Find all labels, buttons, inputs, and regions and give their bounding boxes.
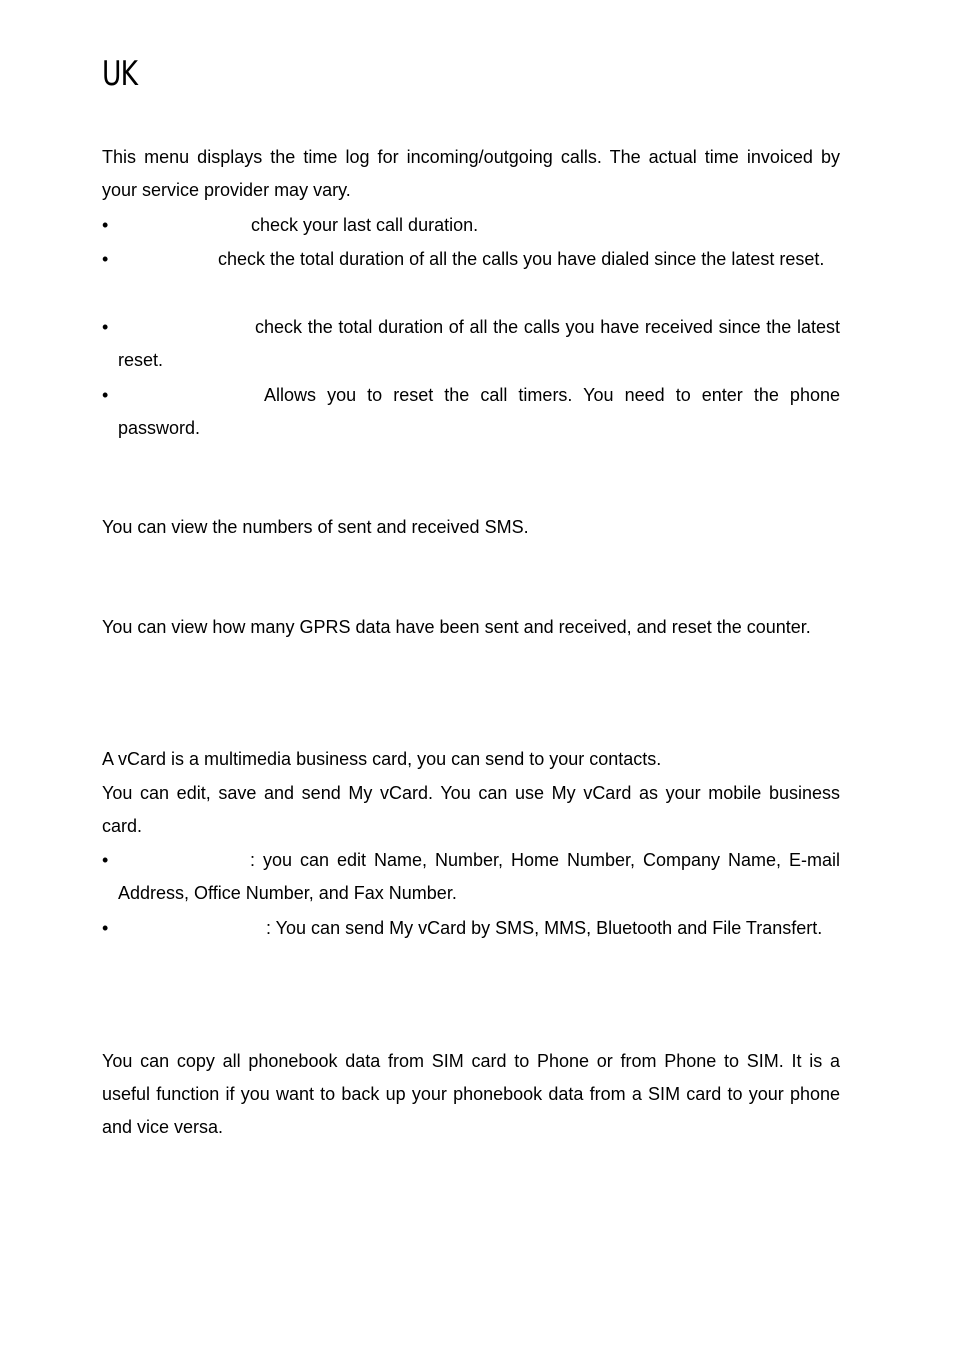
list-item <box>102 209 840 242</box>
list-item <box>102 243 840 276</box>
list-item <box>102 311 840 377</box>
bullet-icon: • <box>102 850 109 870</box>
bullet-text: check your last call duration. <box>251 215 479 235</box>
vcard-description: You can edit, save and send My vCard. You can use My vCard as your mobile business card. <box>102 783 840 836</box>
copy-phonebook-text: You can copy all phonebook data from SIM card to Phone or from Phone to SIM. It is a useful function if you want to back up your phonebook data from a SIM card to your phone and vice versa. <box>102 1051 840 1137</box>
list-item <box>102 379 840 445</box>
list-item <box>102 844 840 910</box>
vcard-intro: A vCard is a multimedia business card, you can send to your contacts. <box>102 749 662 769</box>
bullet-icon: • <box>102 215 109 235</box>
page-language-label: UK <box>102 54 138 94</box>
call-timers-intro: This menu displays the time log for incoming/outgoing calls. The actual time invoiced by your service provider may vary. <box>102 147 840 200</box>
list-item <box>102 912 840 945</box>
bullet-text: : You can send My vCard by SMS, MMS, Bluetooth and File Transfert. <box>266 918 823 938</box>
sms-counter-text: You can view the numbers of sent and received SMS. <box>102 517 529 537</box>
bullet-text: : you can edit Name, Number, Home Number, Company Name, E-mail Address, Office Number, and Fax Number. <box>118 850 840 903</box>
gprs-counter-text: You can view how many GPRS data have been sent and received, and reset the counter. <box>102 617 811 637</box>
bullet-text: Allows you to reset the call timers. You need to enter the phone password. <box>118 385 840 438</box>
bullet-icon: • <box>102 249 109 269</box>
bullet-icon: • <box>102 317 109 337</box>
bullet-text: check the total duration of all the calls you have dialed since the latest reset. <box>218 249 825 269</box>
bullet-icon: • <box>102 918 109 938</box>
bullet-text: check the total duration of all the calls you have received since the latest reset. <box>118 317 840 370</box>
bullet-icon: • <box>102 385 109 405</box>
